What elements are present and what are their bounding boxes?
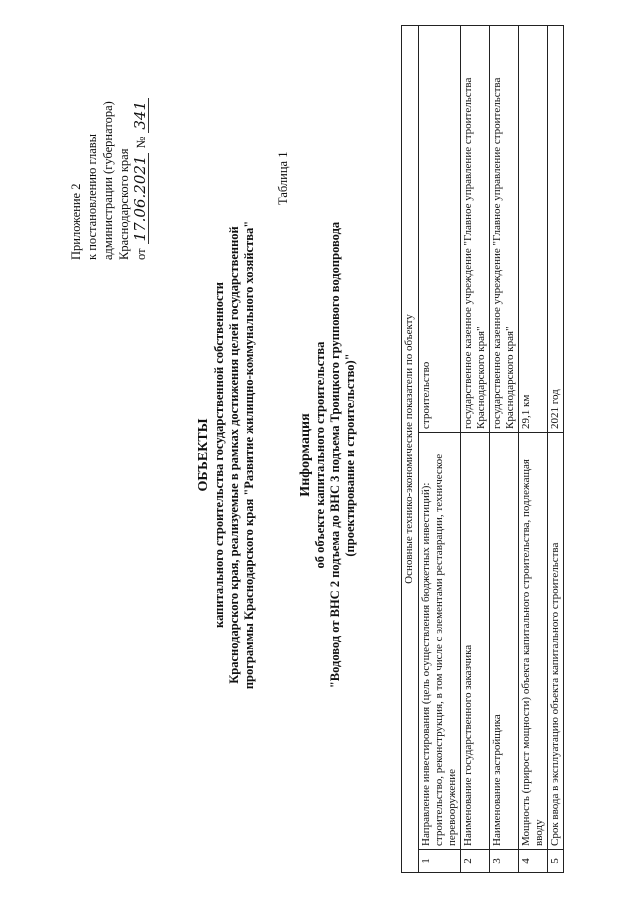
table-row — [461, 26, 490, 873]
approval-line: Краснодарского края — [117, 148, 131, 260]
approval-stamp — [68, 40, 149, 260]
indicators-table — [401, 25, 564, 873]
handwritten-date: 17.06.2021 — [132, 153, 149, 245]
title-line: Краснодарского края, реализуемые в рамках достижения целей государственной — [227, 226, 241, 684]
number-prefix: № — [134, 136, 148, 149]
row-name: Наименование застройщика — [490, 433, 519, 850]
title-line: капитального строительства государственной собственности — [212, 282, 226, 628]
title-line: программы Краснодарского края "Развитие жилищно-коммунального хозяйства" — [242, 220, 256, 690]
row-number: 2 — [461, 850, 490, 873]
row-name: Мощность (прирост мощности) объекта капитального строительства, подлежащая вводу — [519, 433, 548, 850]
approval-line: Приложение 2 — [69, 183, 83, 260]
date-prefix: от — [134, 248, 148, 260]
approval-date-line — [132, 40, 149, 260]
row-value: 2021 год — [548, 26, 564, 433]
document-title-block — [196, 155, 257, 755]
row-number: 1 — [419, 850, 461, 873]
row-number: 5 — [548, 850, 564, 873]
row-value: строительство — [419, 26, 461, 433]
row-name: Направление инвестирования (цель осуществления бюджетных инвестиций): строительство, реконструкция, в том числе с элементами реставрации, техническое перевооружение — [419, 433, 461, 850]
row-value: государственное казенное учреждение "Главное управление строительства Краснодарского края" — [490, 26, 519, 433]
handwritten-number: 341 — [132, 98, 149, 133]
approval-line: к постановлению главы — [85, 133, 99, 260]
info-line: (проектирование и строительство)" — [343, 353, 357, 557]
table-row — [548, 26, 564, 873]
table-row — [519, 26, 548, 873]
table-header: Основные технико-экономические показатели по объекту — [402, 26, 419, 873]
row-name: Срок ввода в эксплуатацию объекта капитального строительства — [548, 433, 564, 850]
table-row — [490, 26, 519, 873]
table-number: Таблица 1 — [276, 151, 290, 205]
row-value: государственное казенное учреждение "Главное управление строительства Краснодарского края" — [461, 26, 490, 433]
info-title-block — [298, 160, 358, 750]
row-number: 4 — [519, 850, 548, 873]
info-line: "Водовод от ВНС 2 подъема до ВНС 3 подъема Троицкого группового водопровода — [328, 221, 342, 689]
table-row — [419, 26, 461, 873]
approval-line: администрации (губернатора) — [101, 101, 115, 260]
row-name: Наименование государственного заказчика — [461, 433, 490, 850]
info-line: об объекте капитального строительства — [313, 341, 327, 569]
info-title: Информация — [298, 413, 313, 497]
row-number: 3 — [490, 850, 519, 873]
document-title: ОБЪЕКТЫ — [196, 418, 211, 492]
row-value: 29,1 км — [519, 26, 548, 433]
